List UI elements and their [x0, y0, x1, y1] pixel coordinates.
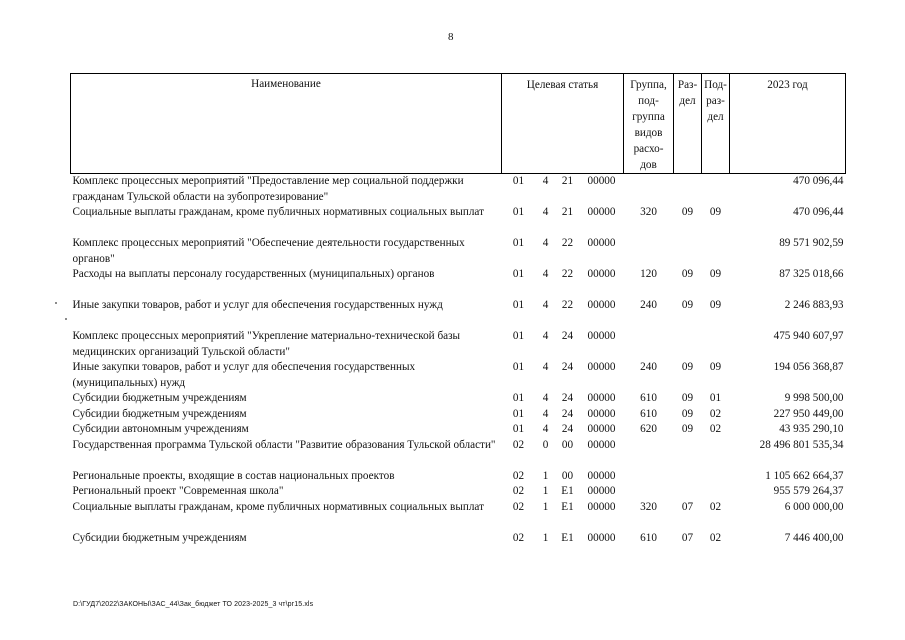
podrazdel: [702, 484, 730, 500]
target-code-element: 22: [561, 268, 574, 280]
amount-2023: 470 096,44: [793, 206, 844, 218]
target-code-element: 24: [561, 407, 574, 420]
target-code-direction: 00000: [587, 531, 616, 544]
razdel: 09: [681, 423, 694, 435]
razdel: 09: [681, 392, 694, 404]
razdel: 07: [681, 531, 694, 544]
scan-speck: [55, 302, 57, 304]
table-row: [71, 205, 846, 236]
target-code-type: 1: [542, 500, 549, 513]
expense-group: 320: [640, 500, 657, 513]
table-row: [71, 438, 846, 469]
footer-file-path: D:\ГУД7\2022\ЗАКОНЫ\ЗАС_44\Зак_бюджет ТО 2023-2025_3 чт\рг15.xls: [73, 601, 314, 608]
target-code-type: 1: [542, 485, 549, 497]
target-code-direction: 00000: [587, 407, 616, 420]
target-code-direction: 00000: [587, 175, 616, 187]
expense-group: 610: [640, 407, 657, 420]
target-code-direction: 00000: [587, 392, 616, 404]
row-name: Субсидии автономным учреждениям: [72, 423, 249, 435]
table-row: [71, 422, 846, 438]
target-code-element: 24: [561, 330, 574, 342]
target-code-program: 01: [512, 423, 525, 435]
target-code-type: 0: [542, 438, 549, 451]
table-row: [71, 267, 846, 298]
row-name: Комплекс процессных мероприятий "Обеспечение деятельности государственных органов": [72, 237, 465, 265]
podrazdel: [702, 438, 730, 469]
expense-group: [624, 329, 674, 360]
podrazdel: 02: [709, 407, 722, 420]
target-code-element: Е1: [561, 500, 574, 513]
header-group: Группа, под-группа видов расхо-дов: [624, 74, 674, 174]
table-header-row: [71, 74, 846, 174]
podrazdel: [702, 329, 730, 360]
target-code-direction: 00000: [587, 299, 616, 311]
razdel: [674, 438, 702, 469]
target-code-direction: 00000: [587, 485, 616, 497]
target-code-program: 01: [512, 175, 525, 187]
target-code-type: 4: [542, 423, 549, 435]
expense-group: [624, 469, 674, 485]
target-code-program: 01: [512, 330, 525, 342]
expense-group: [624, 484, 674, 500]
razdel: [674, 469, 702, 485]
target-code-program: 02: [512, 500, 525, 513]
target-code-program: 01: [512, 237, 525, 249]
target-code-element: 21: [561, 206, 574, 218]
table-row: [71, 407, 846, 423]
podrazdel: 09: [709, 299, 722, 311]
target-code-direction: 00000: [587, 268, 616, 280]
amount-2023: 2 246 883,93: [784, 299, 844, 311]
razdel: 07: [681, 500, 694, 513]
amount-2023: 7 446 400,00: [784, 531, 844, 544]
razdel: 09: [681, 361, 694, 373]
target-code-direction: 00000: [587, 469, 616, 482]
target-code-program: 02: [512, 438, 525, 451]
target-code-program: 01: [512, 299, 525, 311]
target-code-program: 01: [512, 407, 525, 420]
table-row: [71, 484, 846, 500]
target-code-element: 00: [561, 438, 574, 451]
table-row: [71, 236, 846, 267]
target-code-type: 4: [542, 268, 549, 280]
row-name: Региональный проект "Современная школа": [72, 485, 284, 497]
target-code-element: 24: [561, 423, 574, 435]
expense-group: 320: [640, 206, 657, 218]
target-code-direction: 00000: [587, 500, 616, 513]
amount-2023: 9 998 500,00: [784, 392, 844, 404]
razdel: 09: [681, 206, 694, 218]
target-code-element: 24: [561, 361, 574, 373]
target-code-type: 4: [542, 299, 549, 311]
target-code-direction: 00000: [587, 237, 616, 249]
row-name: Расходы на выплаты персоналу государственных (муниципальных) органов: [72, 268, 435, 280]
razdel: [674, 236, 702, 267]
target-code-type: 4: [542, 361, 549, 373]
podrazdel: 02: [709, 531, 722, 544]
podrazdel: [702, 236, 730, 267]
expense-group: 240: [640, 361, 657, 373]
row-name: Субсидии бюджетным учреждениям: [72, 407, 247, 420]
table-row: [71, 174, 846, 206]
amount-2023: 470 096,44: [793, 175, 844, 187]
razdel: [674, 484, 702, 500]
amount-2023: 87 325 018,66: [779, 268, 844, 280]
header-target: Целевая статья: [502, 74, 624, 174]
amount-2023: 89 571 902,59: [779, 237, 844, 249]
target-code-program: 02: [512, 531, 525, 544]
header-razdel: Раз-дел: [674, 74, 702, 174]
target-code-type: 4: [542, 392, 549, 404]
table-row: [71, 531, 846, 547]
razdel: 09: [681, 299, 694, 311]
razdel: 09: [681, 268, 694, 280]
row-name: Комплекс процессных мероприятий "Укрепление материально-технической базы медицинских организаций Тульской области": [72, 330, 461, 358]
scan-speck: [65, 318, 67, 320]
amount-2023: 227 950 449,00: [773, 407, 844, 420]
table-row: [71, 469, 846, 485]
expense-group: [624, 236, 674, 267]
expense-group: 610: [640, 392, 657, 404]
target-code-type: 1: [542, 469, 549, 482]
podrazdel: 02: [709, 423, 722, 435]
target-code-element: 22: [561, 299, 574, 311]
target-code-element: 00: [561, 469, 574, 482]
expense-group: [624, 174, 674, 206]
target-code-element: 22: [561, 237, 574, 249]
target-code-type: 1: [542, 531, 549, 544]
podrazdel: [702, 174, 730, 206]
target-code-direction: 00000: [587, 423, 616, 435]
podrazdel: 09: [709, 361, 722, 373]
target-code-program: 01: [512, 392, 525, 404]
row-name: Субсидии бюджетным учреждениям: [72, 392, 247, 404]
row-name: Иные закупки товаров, работ и услуг для обеспечения государственных нужд: [72, 299, 443, 311]
amount-2023: 475 940 607,97: [773, 330, 844, 342]
target-code-program: 01: [512, 268, 525, 280]
target-code-type: 4: [542, 175, 549, 187]
podrazdel: 02: [709, 500, 722, 513]
budget-table: [70, 73, 846, 546]
razdel: [674, 329, 702, 360]
target-code-type: 4: [542, 330, 549, 342]
table-row: [71, 360, 846, 391]
podrazdel: 09: [709, 268, 722, 280]
expense-group: 610: [640, 531, 657, 544]
row-name: Субсидии бюджетным учреждениям: [72, 531, 247, 544]
row-name: Социальные выплаты гражданам, кроме публичных нормативных социальных выплат: [72, 206, 484, 218]
target-code-program: 01: [512, 361, 525, 373]
podrazdel: [702, 469, 730, 485]
target-code-element: 21: [561, 175, 574, 187]
amount-2023: 43 935 290,10: [779, 423, 844, 435]
target-code-element: 24: [561, 392, 574, 404]
razdel: 09: [681, 407, 694, 420]
table-row: [71, 298, 846, 329]
header-name: Наименование: [71, 74, 502, 174]
amount-2023: 955 579 264,37: [773, 485, 844, 497]
table-row: [71, 500, 846, 531]
header-year: 2023 год: [730, 74, 846, 174]
table-row: [71, 391, 846, 407]
expense-group: 120: [640, 268, 657, 280]
podrazdel: 09: [709, 206, 722, 218]
amount-2023: 6 000 000,00: [784, 500, 844, 513]
row-name: Иные закупки товаров, работ и услуг для обеспечения государственных (муниципальных) нужд: [72, 361, 416, 389]
amount-2023: 1 105 662 664,37: [765, 469, 844, 482]
target-code-element: Е1: [561, 485, 574, 497]
page-number: 8: [448, 31, 454, 43]
target-code-type: 4: [542, 237, 549, 249]
target-code-type: 4: [542, 407, 549, 420]
amount-2023: 28 496 801 535,34: [759, 438, 844, 451]
target-code-direction: 00000: [587, 361, 616, 373]
podrazdel: 01: [709, 392, 722, 404]
row-name: Государственная программа Тульской области "Развитие образования Тульской области": [72, 438, 496, 451]
target-code-element: Е1: [561, 531, 574, 544]
expense-group: [624, 438, 674, 469]
razdel: [674, 174, 702, 206]
expense-group: 240: [640, 299, 657, 311]
row-name: Социальные выплаты гражданам, кроме публичных нормативных социальных выплат: [72, 500, 484, 513]
header-podrazdel: Под-раз-дел: [702, 74, 730, 174]
target-code-direction: 00000: [587, 438, 616, 451]
row-name: Комплекс процессных мероприятий "Предоставление мер социальной поддержки гражданам Тульской области на зубопротезирование": [72, 175, 464, 203]
table-row: [71, 329, 846, 360]
expense-group: 620: [640, 423, 657, 435]
target-code-program: 01: [512, 206, 525, 218]
row-name: Региональные проекты, входящие в состав национальных проектов: [72, 469, 395, 482]
target-code-program: 02: [512, 485, 525, 497]
target-code-direction: 00000: [587, 206, 616, 218]
target-code-type: 4: [542, 206, 549, 218]
target-code-program: 02: [512, 469, 525, 482]
target-code-direction: 00000: [587, 330, 616, 342]
amount-2023: 194 056 368,87: [773, 361, 844, 373]
